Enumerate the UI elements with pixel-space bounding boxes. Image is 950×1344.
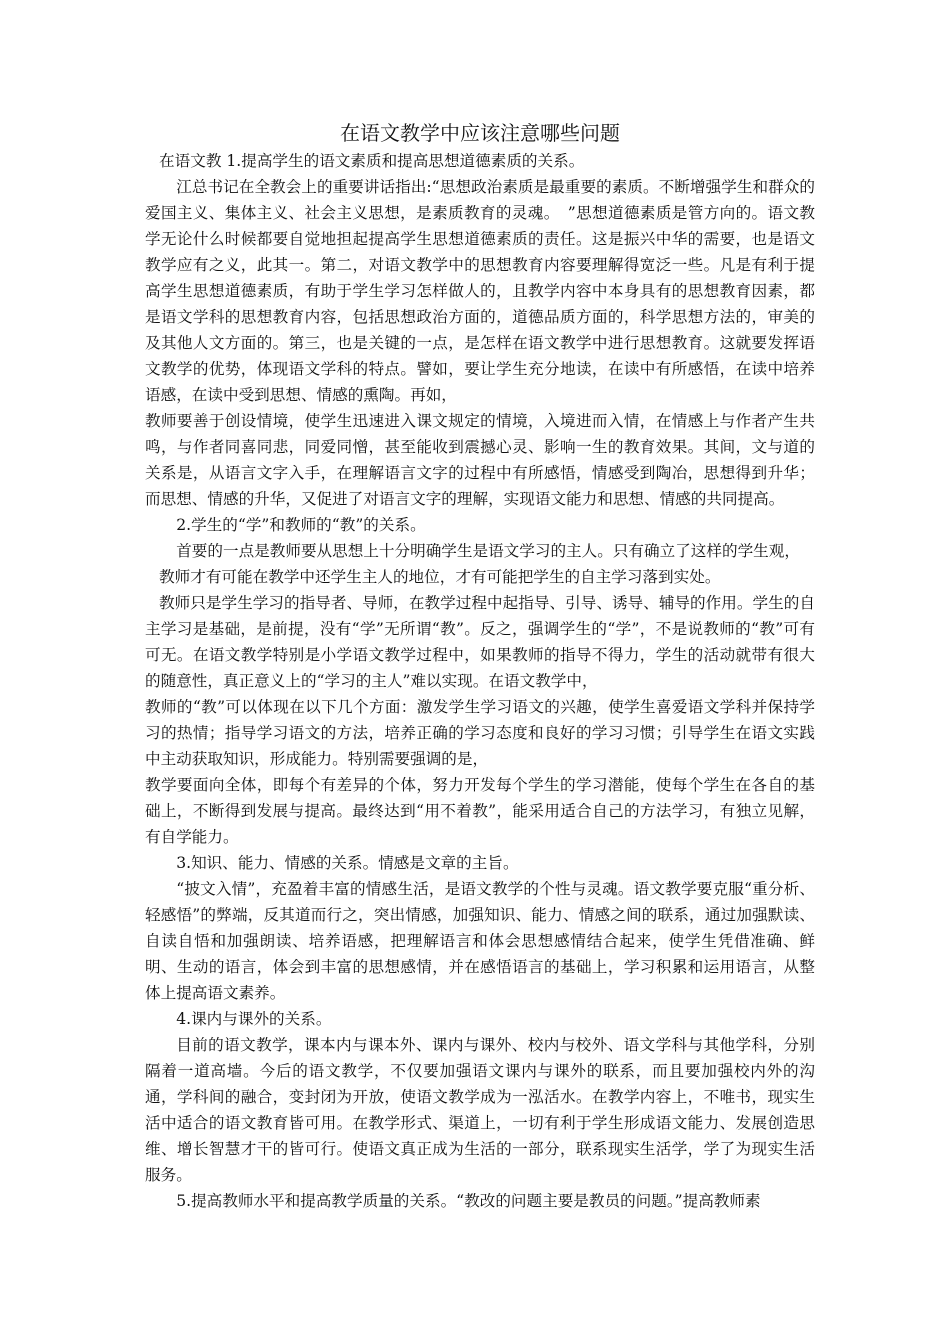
section-heading-3: 3.知识、能力、情感的关系。情感是文章的主旨。 [176,854,519,872]
paragraph-4: 首要的一点是教师要从思想上十分明确学生是语文学习的主人。只有确立了这样的学生观， [176,542,800,560]
paragraph-10: 目前的语文教学，课本内与课本外、课内与课外、校内与校外、语文学科与其他学科，分别隔着一道高墙。今后的语文教学，不仅要加强语文课内与课外的联系，而且要加强校内外的沟通，学科间的融合，变封闭为开放，使语文教学成为一泓活水。在教学内容上，不唯书，现实生活中适合的语文教育皆可用。在教学形式、渠道上，一切有利于学生形成语文能力、发展创造思维、增长智慧才干的皆可行。使语文真正成为生活的一部分，联系现实生活学，学了为现实生活服务。 [145,1036,815,1184]
document-title: 在语文教学中应该注意哪些问题 [340,121,620,145]
paragraph-9: “披文入情”，充盈着丰富的情感生活，是语文教学的个性与灵魂。语文教学要克服“重分析、轻感悟”的弊端，反其道而行之，突出情感，加强知识、能力、情感之间的联系，通过加强默读、自读自悟和加强朗读、培养语感，把理解语言和体会思想感情结合起来，使学生凭借准确、鲜明、生动的语言，体会到丰富的思想感情，并在感悟语言的基础上，学习积累和运用语言，从整体上提高语文素养。 [145,880,815,1002]
paragraph-8: 教学要面向全体，即每个有差异的个体，努力开发每个学生的学习潜能，使每个学生在各自的基础上，不断得到发展与提高。最终达到“用不着教”，能采用适合自己的方法学习，有独立见解，有自学能力。 [145,776,815,846]
paragraph-5: 教师才有可能在教学中还学生主人的地位，才有可能把学生的自主学习落到实处。 [159,568,721,586]
paragraph-7: 教师的“教”可以体现在以下几个方面：激发学生学习语文的兴趣，使学生喜爱语文学科并保持学习的热情；指导学习语文的方法，培养正确的学习态度和良好的学习习惯；引导学生在语文实践中主动获取知识，形成能力。特别需要强调的是， [145,698,815,768]
document-body [145,118,815,1214]
paragraph-6: 教师只是学生学习的指导者、导师，在教学过程中起指导、引导、诱导、辅导的作用。学生的自主学习是基础，是前提，没有“学”无所谓“教”。反之，强调学生的“学”，不是说教师的“教”可有可无。在语文教学特别是小学语文教学过程中，如果教师的指导不得力，学生的活动就带有很大的随意性，真正意义上的“学习的主人”难以实现。在语文教学中， [145,594,815,690]
paragraph-1: 在语文教 1.提高学生的语文素质和提高思想道德素质的关系。 [159,152,585,170]
section-heading-4: 4.课内与课外的关系。 [176,1010,332,1028]
paragraph-2: 江总书记在全教会上的重要讲话指出:“思想政治素质是最重要的素质。不断增强学生和群众的爱国主义、集体主义、社会主义思想，是素质教育的灵魂。 ”思想道德素质是管方向的。语文教学无论什么时候都要自觉地担起提高学生思想道德素质的责任。这是振兴中华的需要，也是语文教学应有之义，此其一。第二，对语文教学中的思想教育内容要理解得宽泛一些。凡是有利于提高学生思想道德素质，有助于学生学习怎样做人的，且教学内容中本身具有的思想教育因素，都是语文学科的思想教育内容，包括思想政治方面的，道德品质方面的，科学思想方法的，审美的及其他人文方面的。第三，也是关键的一点，是怎样在语文教学中进行思想教育。这就要发挥语文教学的优势，体现语文学科的特点。譬如，要让学生充分地读，在读中有所感悟，在读中培养语感，在读中受到思想、情感的熏陶。再如， [145,178,815,404]
paragraph-3: 教师要善于创设情境，使学生迅速进入课文规定的情境，入境进而入情，在情感上与作者产生共鸣，与作者同喜同悲，同爱同憎，甚至能收到震撼心灵、影响一生的教育效果。其间，文与道的关系是，从语言文字入手，在理解语言文字的过程中有所感悟，情感受到陶冶，思想得到升华；而思想、情感的升华，又促进了对语言文字的理解，实现语文能力和思想、情感的共同提高。 [145,412,815,508]
section-heading-2: 2.学生的“学”和教师的“教”的关系。 [176,516,426,534]
section-heading-5: 5.提高教师水平和提高教学质量的关系。“教改的问题主要是教员的问题。”提高教师素 [176,1192,761,1210]
